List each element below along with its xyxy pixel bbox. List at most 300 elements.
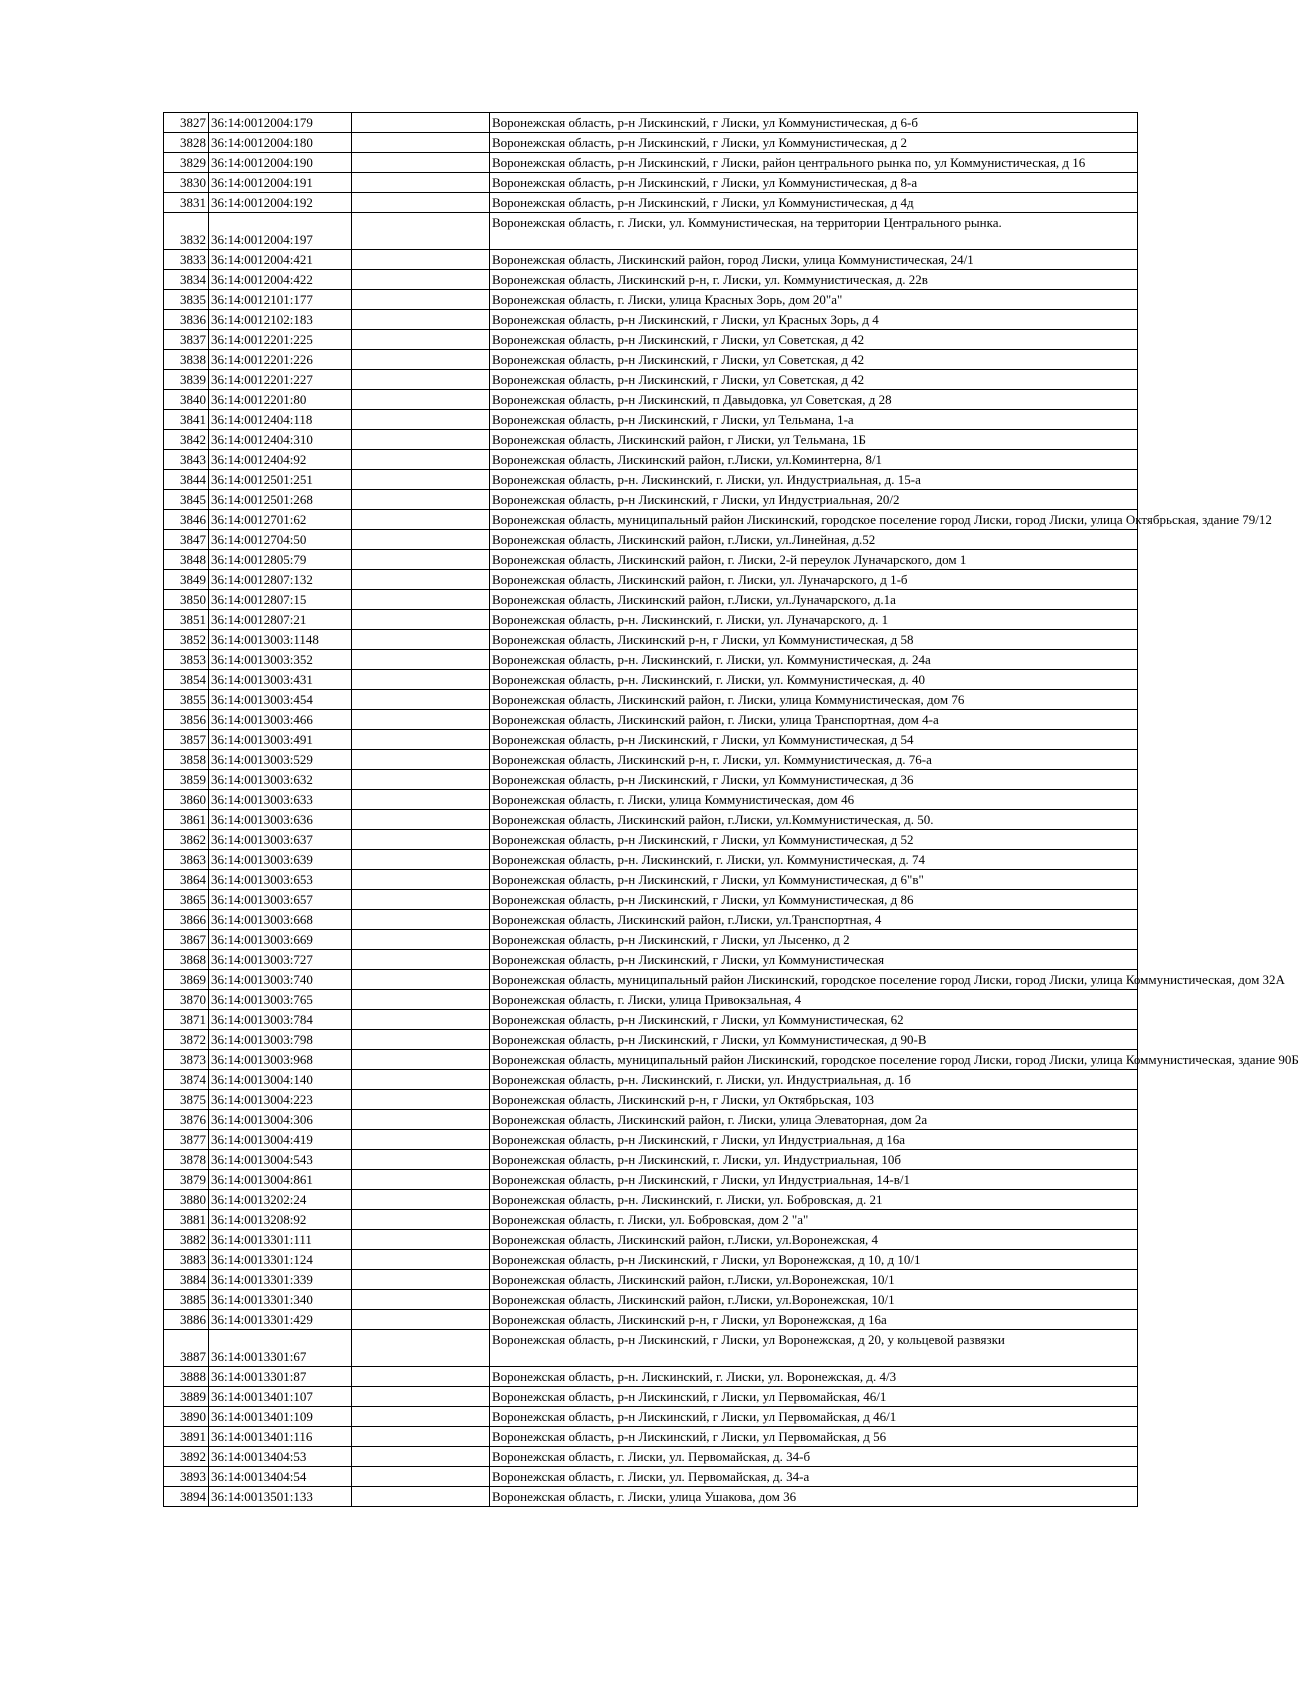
address-cell: Воронежская область, р-н Лискинский, г Лиски, ул Индустриальная, 14-в/1 <box>490 1170 1138 1190</box>
address-cell: Воронежская область, г. Лиски, улица Красных Зорь, дом 20"а" <box>490 290 1138 310</box>
row-number-cell: 3831 <box>164 193 209 213</box>
cadastral-number-cell: 36:14:0012501:251 <box>209 470 352 490</box>
row-number-cell: 3866 <box>164 910 209 930</box>
row-number-cell: 3841 <box>164 410 209 430</box>
empty-cell <box>352 630 490 650</box>
cadastral-number-cell: 36:14:0012404:310 <box>209 430 352 450</box>
table-row <box>164 690 1138 710</box>
row-number-cell: 3856 <box>164 710 209 730</box>
address-cell: Воронежская область, г. Лиски, улица Привокзальная, 4 <box>490 990 1138 1010</box>
cadastral-number-cell: 36:14:0013301:339 <box>209 1270 352 1290</box>
row-number-cell: 3832 <box>164 213 209 250</box>
cadastral-number-cell: 36:14:0012004:422 <box>209 270 352 290</box>
empty-cell <box>352 1310 490 1330</box>
empty-cell <box>352 1427 490 1447</box>
row-number-cell: 3835 <box>164 290 209 310</box>
row-number-cell: 3884 <box>164 1270 209 1290</box>
empty-cell <box>352 790 490 810</box>
cadastral-number-cell: 36:14:0013003:454 <box>209 690 352 710</box>
row-number-cell: 3836 <box>164 310 209 330</box>
address-cell: Воронежская область, Лискинский район, г.Лиски, ул.Луначарского, д.1а <box>490 590 1138 610</box>
row-number-cell: 3890 <box>164 1407 209 1427</box>
empty-cell <box>352 390 490 410</box>
table-row <box>164 1010 1138 1030</box>
row-number-cell: 3837 <box>164 330 209 350</box>
table-row <box>164 1290 1138 1310</box>
empty-cell <box>352 1487 490 1507</box>
row-number-cell: 3857 <box>164 730 209 750</box>
cadastral-number-cell: 36:14:0013004:861 <box>209 1170 352 1190</box>
table-row <box>164 330 1138 350</box>
table-row <box>164 1150 1138 1170</box>
address-cell: Воронежская область, Лискинский район, г.Лиски, ул.Воронежская, 10/1 <box>490 1290 1138 1310</box>
address-cell: Воронежская область, р-н Лискинский, г Лиски, ул Коммунистическая, д 86 <box>490 890 1138 910</box>
cadastral-number-cell: 36:14:0013301:340 <box>209 1290 352 1310</box>
row-number-cell: 3852 <box>164 630 209 650</box>
address-cell: Воронежская область, муниципальный район Лискинский, городское поселение город Лиски, город Лиски, улица Коммунистическая, дом 32А <box>490 970 1138 990</box>
row-number-cell: 3855 <box>164 690 209 710</box>
cadastral-number-cell: 36:14:0013501:133 <box>209 1487 352 1507</box>
table-row <box>164 1130 1138 1150</box>
row-number-cell: 3889 <box>164 1387 209 1407</box>
address-cell: Воронежская область, Лискинский район, г.Лиски, ул.Линейная, д.52 <box>490 530 1138 550</box>
cadastral-number-cell: 36:14:0012004:197 <box>209 213 352 250</box>
document-page <box>163 112 1299 1507</box>
empty-cell <box>352 1150 490 1170</box>
row-number-cell: 3844 <box>164 470 209 490</box>
address-cell: Воронежская область, Лискинский район, г. Лиски, улица Коммунистическая, дом 76 <box>490 690 1138 710</box>
empty-cell <box>352 113 490 133</box>
row-number-cell: 3860 <box>164 790 209 810</box>
row-number-cell: 3830 <box>164 173 209 193</box>
cadastral-number-cell: 36:14:0013003:798 <box>209 1030 352 1050</box>
address-cell: Воронежская область, р-н Лискинский, г Лиски, ул Красных Зорь, д 4 <box>490 310 1138 330</box>
row-number-cell: 3871 <box>164 1010 209 1030</box>
empty-cell <box>352 870 490 890</box>
empty-cell <box>352 850 490 870</box>
address-cell: Воронежская область, Лискинский район, г.Лиски, ул.Коммунистическая, д. 50. <box>490 810 1138 830</box>
address-cell: Воронежская область, г. Лиски, ул. Первомайская, д. 34-б <box>490 1447 1138 1467</box>
empty-cell <box>352 250 490 270</box>
table-row <box>164 1487 1138 1507</box>
empty-cell <box>352 990 490 1010</box>
cadastral-number-cell: 36:14:0012404:92 <box>209 450 352 470</box>
cadastral-number-cell: 36:14:0013208:92 <box>209 1210 352 1230</box>
empty-cell <box>352 510 490 530</box>
address-cell: Воронежская область, р-н. Лискинский, г. Лиски, ул. Индустриальная, д. 1б <box>490 1070 1138 1090</box>
cadastral-number-cell: 36:14:0012004:192 <box>209 193 352 213</box>
address-cell: Воронежская область, Лискинский район, г Лиски, ул Тельмана, 1Б <box>490 430 1138 450</box>
cadastral-number-cell: 36:14:0013404:54 <box>209 1467 352 1487</box>
table-row <box>164 1190 1138 1210</box>
address-cell: Воронежская область, г. Лиски, ул. Первомайская, д. 34-а <box>490 1467 1138 1487</box>
address-cell: Воронежская область, р-н Лискинский, г Лиски, ул Советская, д 42 <box>490 370 1138 390</box>
table-row <box>164 730 1138 750</box>
address-cell: Воронежская область, Лискинский район, г. Лиски, ул. Луначарского, д 1-б <box>490 570 1138 590</box>
address-cell: Воронежская область, р-н. Лискинский, г. Лиски, ул. Индустриальная, д. 15-а <box>490 470 1138 490</box>
row-number-cell: 3864 <box>164 870 209 890</box>
empty-cell <box>352 1447 490 1467</box>
empty-cell <box>352 550 490 570</box>
empty-cell <box>352 1070 490 1090</box>
table-row <box>164 1070 1138 1090</box>
empty-cell <box>352 290 490 310</box>
table-row <box>164 1387 1138 1407</box>
row-number-cell: 3874 <box>164 1070 209 1090</box>
address-cell: Воронежская область, Лискинский район, г.Лиски, ул.Воронежская, 4 <box>490 1230 1138 1250</box>
row-number-cell: 3870 <box>164 990 209 1010</box>
empty-cell <box>352 1330 490 1367</box>
cadastral-number-cell: 36:14:0013003:740 <box>209 970 352 990</box>
table-row <box>164 370 1138 390</box>
cadastral-number-cell: 36:14:0013401:107 <box>209 1387 352 1407</box>
cadastral-number-cell: 36:14:0012201:227 <box>209 370 352 390</box>
row-number-cell: 3868 <box>164 950 209 970</box>
table-row <box>164 1330 1138 1367</box>
empty-cell <box>352 810 490 830</box>
table-row <box>164 1030 1138 1050</box>
table-row <box>164 213 1138 250</box>
row-number-cell: 3845 <box>164 490 209 510</box>
row-number-cell: 3893 <box>164 1467 209 1487</box>
cadastral-number-cell: 36:14:0013003:431 <box>209 670 352 690</box>
cadastral-number-cell: 36:14:0012004:191 <box>209 173 352 193</box>
address-cell: Воронежская область, р-н Лискинский, г Лиски, ул Коммунистическая, д 90-В <box>490 1030 1138 1050</box>
cadastral-number-cell: 36:14:0013003:1148 <box>209 630 352 650</box>
cadastral-number-cell: 36:14:0013301:429 <box>209 1310 352 1330</box>
row-number-cell: 3859 <box>164 770 209 790</box>
registry-table-body <box>164 113 1299 1507</box>
table-row <box>164 750 1138 770</box>
row-number-cell: 3842 <box>164 430 209 450</box>
empty-cell <box>352 1010 490 1030</box>
table-row <box>164 650 1138 670</box>
address-cell: Воронежская область, р-н Лискинский, г Лиски, ул Воронежская, д 10, д 10/1 <box>490 1250 1138 1270</box>
empty-cell <box>352 1050 490 1070</box>
address-cell: Воронежская область, р-н. Лискинский, г. Лиски, ул. Бобровская, д. 21 <box>490 1190 1138 1210</box>
address-cell: Воронежская область, муниципальный район Лискинский, городское поселение город Лиски, город Лиски, улица Коммунистическая, здание 90Б <box>490 1050 1138 1070</box>
address-cell: Воронежская область, Лискинский район, г. Лиски, улица Элеваторная, дом 2а <box>490 1110 1138 1130</box>
empty-cell <box>352 1230 490 1250</box>
address-cell: Воронежская область, Лискинский р-н, г Лиски, ул Коммунистическая, д 58 <box>490 630 1138 650</box>
cadastral-number-cell: 36:14:0013003:653 <box>209 870 352 890</box>
cadastral-number-cell: 36:14:0013003:352 <box>209 650 352 670</box>
empty-cell <box>352 213 490 250</box>
cadastral-number-cell: 36:14:0013003:765 <box>209 990 352 1010</box>
cadastral-number-cell: 36:14:0013301:87 <box>209 1367 352 1387</box>
cadastral-number-cell: 36:14:0013003:968 <box>209 1050 352 1070</box>
cadastral-number-cell: 36:14:0012701:62 <box>209 510 352 530</box>
cadastral-number-cell: 36:14:0013004:419 <box>209 1130 352 1150</box>
row-number-cell: 3840 <box>164 390 209 410</box>
empty-cell <box>352 330 490 350</box>
cadastral-number-cell: 36:14:0013003:632 <box>209 770 352 790</box>
empty-cell <box>352 910 490 930</box>
cadastral-number-cell: 36:14:0013004:543 <box>209 1150 352 1170</box>
cadastral-number-cell: 36:14:0013301:124 <box>209 1250 352 1270</box>
empty-cell <box>352 1110 490 1130</box>
cadastral-number-cell: 36:14:0013003:466 <box>209 710 352 730</box>
address-cell: Воронежская область, р-н Лискинский, г Лиски, ул Коммунистическая, д 54 <box>490 730 1138 750</box>
table-row <box>164 1250 1138 1270</box>
row-number-cell: 3843 <box>164 450 209 470</box>
row-number-cell: 3881 <box>164 1210 209 1230</box>
address-cell: Воронежская область, р-н Лискинский, г Лиски, ул Коммунистическая <box>490 950 1138 970</box>
cadastral-number-cell: 36:14:0013003:669 <box>209 930 352 950</box>
table-row <box>164 970 1138 990</box>
empty-cell <box>352 690 490 710</box>
row-number-cell: 3846 <box>164 510 209 530</box>
table-row <box>164 1447 1138 1467</box>
empty-cell <box>352 350 490 370</box>
empty-cell <box>352 430 490 450</box>
table-row <box>164 430 1138 450</box>
table-row <box>164 850 1138 870</box>
row-number-cell: 3827 <box>164 113 209 133</box>
address-cell: Воронежская область, р-н Лискинский, г Лиски, ул Коммунистическая, д 6-б <box>490 113 1138 133</box>
empty-cell <box>352 610 490 630</box>
cadastral-number-cell: 36:14:0013202:24 <box>209 1190 352 1210</box>
row-number-cell: 3858 <box>164 750 209 770</box>
empty-cell <box>352 730 490 750</box>
table-row <box>164 950 1138 970</box>
empty-cell <box>352 470 490 490</box>
cadastral-number-cell: 36:14:0013003:529 <box>209 750 352 770</box>
cadastral-number-cell: 36:14:0012102:183 <box>209 310 352 330</box>
empty-cell <box>352 1090 490 1110</box>
cadastral-number-cell: 36:14:0012404:118 <box>209 410 352 430</box>
cadastral-number-cell: 36:14:0013404:53 <box>209 1447 352 1467</box>
address-cell: Воронежская область, р-н Лискинский, г Лиски, ул Первомайская, 46/1 <box>490 1387 1138 1407</box>
empty-cell <box>352 770 490 790</box>
row-number-cell: 3867 <box>164 930 209 950</box>
row-number-cell: 3879 <box>164 1170 209 1190</box>
address-cell: Воронежская область, Лискинский район, г. Лиски, 2-й переулок Луначарского, дом 1 <box>490 550 1138 570</box>
empty-cell <box>352 890 490 910</box>
cadastral-number-cell: 36:14:0013003:657 <box>209 890 352 910</box>
empty-cell <box>352 310 490 330</box>
row-number-cell: 3885 <box>164 1290 209 1310</box>
row-number-cell: 3828 <box>164 133 209 153</box>
address-cell: Воронежская область, муниципальный район Лискинский, городское поселение город Лиски, город Лиски, улица Октябрьская, здание 79/12 <box>490 510 1138 530</box>
empty-cell <box>352 1190 490 1210</box>
table-row <box>164 1090 1138 1110</box>
empty-cell <box>352 193 490 213</box>
table-row <box>164 410 1138 430</box>
cadastral-number-cell: 36:14:0012807:15 <box>209 590 352 610</box>
address-cell: Воронежская область, Лискинский р-н, г Лиски, ул Октябрьская, 103 <box>490 1090 1138 1110</box>
row-number-cell: 3877 <box>164 1130 209 1150</box>
table-row <box>164 133 1138 153</box>
cadastral-number-cell: 36:14:0013003:668 <box>209 910 352 930</box>
empty-cell <box>352 1170 490 1190</box>
cadastral-number-cell: 36:14:0013004:223 <box>209 1090 352 1110</box>
row-number-cell: 3882 <box>164 1230 209 1250</box>
table-row <box>164 870 1138 890</box>
cadastral-number-cell: 36:14:0012704:50 <box>209 530 352 550</box>
cadastral-number-cell: 36:14:0012807:21 <box>209 610 352 630</box>
empty-cell <box>352 670 490 690</box>
empty-cell <box>352 950 490 970</box>
table-row <box>164 1170 1138 1190</box>
row-number-cell: 3848 <box>164 550 209 570</box>
address-cell: Воронежская область, Лискинский р-н, г. Лиски, ул. Коммунистическая, д. 22в <box>490 270 1138 290</box>
table-row <box>164 570 1138 590</box>
table-row <box>164 790 1138 810</box>
empty-cell <box>352 830 490 850</box>
address-cell: Воронежская область, р-н. Лискинский, г. Лиски, ул. Луначарского, д. 1 <box>490 610 1138 630</box>
empty-cell <box>352 1250 490 1270</box>
table-row <box>164 1210 1138 1230</box>
address-cell: Воронежская область, р-н Лискинский, г Лиски, ул Индустриальная, 20/2 <box>490 490 1138 510</box>
empty-cell <box>352 1407 490 1427</box>
address-cell: Воронежская область, Лискинский район, г.Лиски, ул.Коминтерна, 8/1 <box>490 450 1138 470</box>
address-cell: Воронежская область, р-н Лискинский, г Лиски, ул Коммунистическая, 62 <box>490 1010 1138 1030</box>
empty-cell <box>352 530 490 550</box>
row-number-cell: 3878 <box>164 1150 209 1170</box>
table-row <box>164 390 1138 410</box>
address-cell: Воронежская область, г. Лиски, ул. Бобровская, дом 2 "а" <box>490 1210 1138 1230</box>
table-row <box>164 930 1138 950</box>
row-number-cell: 3839 <box>164 370 209 390</box>
row-number-cell: 3875 <box>164 1090 209 1110</box>
table-row <box>164 910 1138 930</box>
cadastral-number-cell: 36:14:0012101:177 <box>209 290 352 310</box>
empty-cell <box>352 930 490 950</box>
cadastral-number-cell: 36:14:0013401:109 <box>209 1407 352 1427</box>
row-number-cell: 3862 <box>164 830 209 850</box>
row-number-cell: 3851 <box>164 610 209 630</box>
address-cell: Воронежская область, р-н Лискинский, г Лиски, ул Советская, д 42 <box>490 330 1138 350</box>
cadastral-number-cell: 36:14:0013003:727 <box>209 950 352 970</box>
cadastral-number-cell: 36:14:0012004:179 <box>209 113 352 133</box>
empty-cell <box>352 750 490 770</box>
table-row <box>164 1050 1138 1070</box>
empty-cell <box>352 450 490 470</box>
cadastral-number-cell: 36:14:0012805:79 <box>209 550 352 570</box>
empty-cell <box>352 1030 490 1050</box>
empty-cell <box>352 1387 490 1407</box>
address-cell: Воронежская область, р-н Лискинский, г Лиски, ул Коммунистическая, д 4д <box>490 193 1138 213</box>
cadastral-number-cell: 36:14:0013003:636 <box>209 810 352 830</box>
row-number-cell: 3861 <box>164 810 209 830</box>
row-number-cell: 3880 <box>164 1190 209 1210</box>
row-number-cell: 3891 <box>164 1427 209 1447</box>
empty-cell <box>352 970 490 990</box>
cadastral-number-cell: 36:14:0012807:132 <box>209 570 352 590</box>
table-row <box>164 610 1138 630</box>
address-cell: Воронежская область, р-н Лискинский, г Лиски, ул Тельмана, 1-а <box>490 410 1138 430</box>
table-row <box>164 770 1138 790</box>
address-cell: Воронежская область, р-н Лискинский, г Лиски, ул Советская, д 42 <box>490 350 1138 370</box>
table-row <box>164 290 1138 310</box>
address-cell: Воронежская область, р-н Лискинский, г Лиски, ул Первомайская, д 46/1 <box>490 1407 1138 1427</box>
row-number-cell: 3847 <box>164 530 209 550</box>
address-cell: Воронежская область, Лискинский район, г.Лиски, ул.Воронежская, 10/1 <box>490 1270 1138 1290</box>
address-cell: Воронежская область, г. Лиски, ул. Коммунистическая, на территории Центрального рынка. <box>490 213 1138 250</box>
table-row <box>164 630 1138 650</box>
row-number-cell: 3829 <box>164 153 209 173</box>
row-number-cell: 3876 <box>164 1110 209 1130</box>
table-row <box>164 510 1138 530</box>
table-row <box>164 270 1138 290</box>
cadastral-number-cell: 36:14:0013003:637 <box>209 830 352 850</box>
property-registry-table <box>163 112 1299 1507</box>
table-row <box>164 1110 1138 1130</box>
row-number-cell: 3854 <box>164 670 209 690</box>
cadastral-number-cell: 36:14:0013004:306 <box>209 1110 352 1130</box>
address-cell: Воронежская область, р-н Лискинский, г Лиски, ул Коммунистическая, д 8-а <box>490 173 1138 193</box>
empty-cell <box>352 590 490 610</box>
cadastral-number-cell: 36:14:0012004:421 <box>209 250 352 270</box>
address-cell: Воронежская область, р-н. Лискинский, г. Лиски, ул. Коммунистическая, д. 74 <box>490 850 1138 870</box>
row-number-cell: 3833 <box>164 250 209 270</box>
row-number-cell: 3883 <box>164 1250 209 1270</box>
cadastral-number-cell: 36:14:0013003:784 <box>209 1010 352 1030</box>
row-number-cell: 3849 <box>164 570 209 590</box>
row-number-cell: 3869 <box>164 970 209 990</box>
row-number-cell: 3873 <box>164 1050 209 1070</box>
cadastral-number-cell: 36:14:0013301:111 <box>209 1230 352 1250</box>
cadastral-number-cell: 36:14:0013401:116 <box>209 1427 352 1447</box>
table-row <box>164 830 1138 850</box>
table-row <box>164 1367 1138 1387</box>
address-cell: Воронежская область, Лискинский район, г. Лиски, улица Транспортная, дом 4-а <box>490 710 1138 730</box>
table-row <box>164 590 1138 610</box>
address-cell: Воронежская область, р-н Лискинский, г Лиски, ул Индустриальная, д 16а <box>490 1130 1138 1150</box>
address-cell: Воронежская область, р-н Лискинский, г Лиски, ул Коммунистическая, д 52 <box>490 830 1138 850</box>
row-number-cell: 3888 <box>164 1367 209 1387</box>
address-cell: Воронежская область, г. Лиски, улица Ушакова, дом 36 <box>490 1487 1138 1507</box>
row-number-cell: 3853 <box>164 650 209 670</box>
empty-cell <box>352 270 490 290</box>
row-number-cell: 3838 <box>164 350 209 370</box>
cadastral-number-cell: 36:14:0013003:633 <box>209 790 352 810</box>
address-cell: Воронежская область, Лискинский район, город Лиски, улица Коммунистическая, 24/1 <box>490 250 1138 270</box>
row-number-cell: 3887 <box>164 1330 209 1367</box>
table-row <box>164 550 1138 570</box>
empty-cell <box>352 370 490 390</box>
address-cell: Воронежская область, р-н Лискинский, г Лиски, район центрального рынка по, ул Коммунистическая, д 16 <box>490 153 1138 173</box>
address-cell: Воронежская область, Лискинский р-н, г. Лиски, ул. Коммунистическая, д. 76-а <box>490 750 1138 770</box>
address-cell: Воронежская область, р-н. Лискинский, г. Лиски, ул. Воронежская, д. 4/3 <box>490 1367 1138 1387</box>
address-cell: Воронежская область, р-н Лискинский, п Давыдовка, ул Советская, д 28 <box>490 390 1138 410</box>
table-row <box>164 810 1138 830</box>
empty-cell <box>352 133 490 153</box>
cadastral-number-cell: 36:14:0013004:140 <box>209 1070 352 1090</box>
empty-cell <box>352 650 490 670</box>
address-cell: Воронежская область, Лискинский р-н, г Лиски, ул Воронежская, д 16а <box>490 1310 1138 1330</box>
empty-cell <box>352 1130 490 1150</box>
empty-cell <box>352 410 490 430</box>
row-number-cell: 3850 <box>164 590 209 610</box>
table-row <box>164 530 1138 550</box>
table-row <box>164 1230 1138 1250</box>
table-row <box>164 250 1138 270</box>
address-cell: Воронежская область, р-н Лискинский, г Лиски, ул Коммунистическая, д 2 <box>490 133 1138 153</box>
address-cell: Воронежская область, р-н. Лискинский, г. Лиски, ул. Коммунистическая, д. 24а <box>490 650 1138 670</box>
address-cell: Воронежская область, р-н Лискинский, г Лиски, ул Коммунистическая, д 36 <box>490 770 1138 790</box>
empty-cell <box>352 1290 490 1310</box>
table-row <box>164 193 1138 213</box>
cadastral-number-cell: 36:14:0013003:639 <box>209 850 352 870</box>
empty-cell <box>352 490 490 510</box>
empty-cell <box>352 153 490 173</box>
table-row <box>164 173 1138 193</box>
row-number-cell: 3872 <box>164 1030 209 1050</box>
cadastral-number-cell: 36:14:0012201:225 <box>209 330 352 350</box>
empty-cell <box>352 173 490 193</box>
